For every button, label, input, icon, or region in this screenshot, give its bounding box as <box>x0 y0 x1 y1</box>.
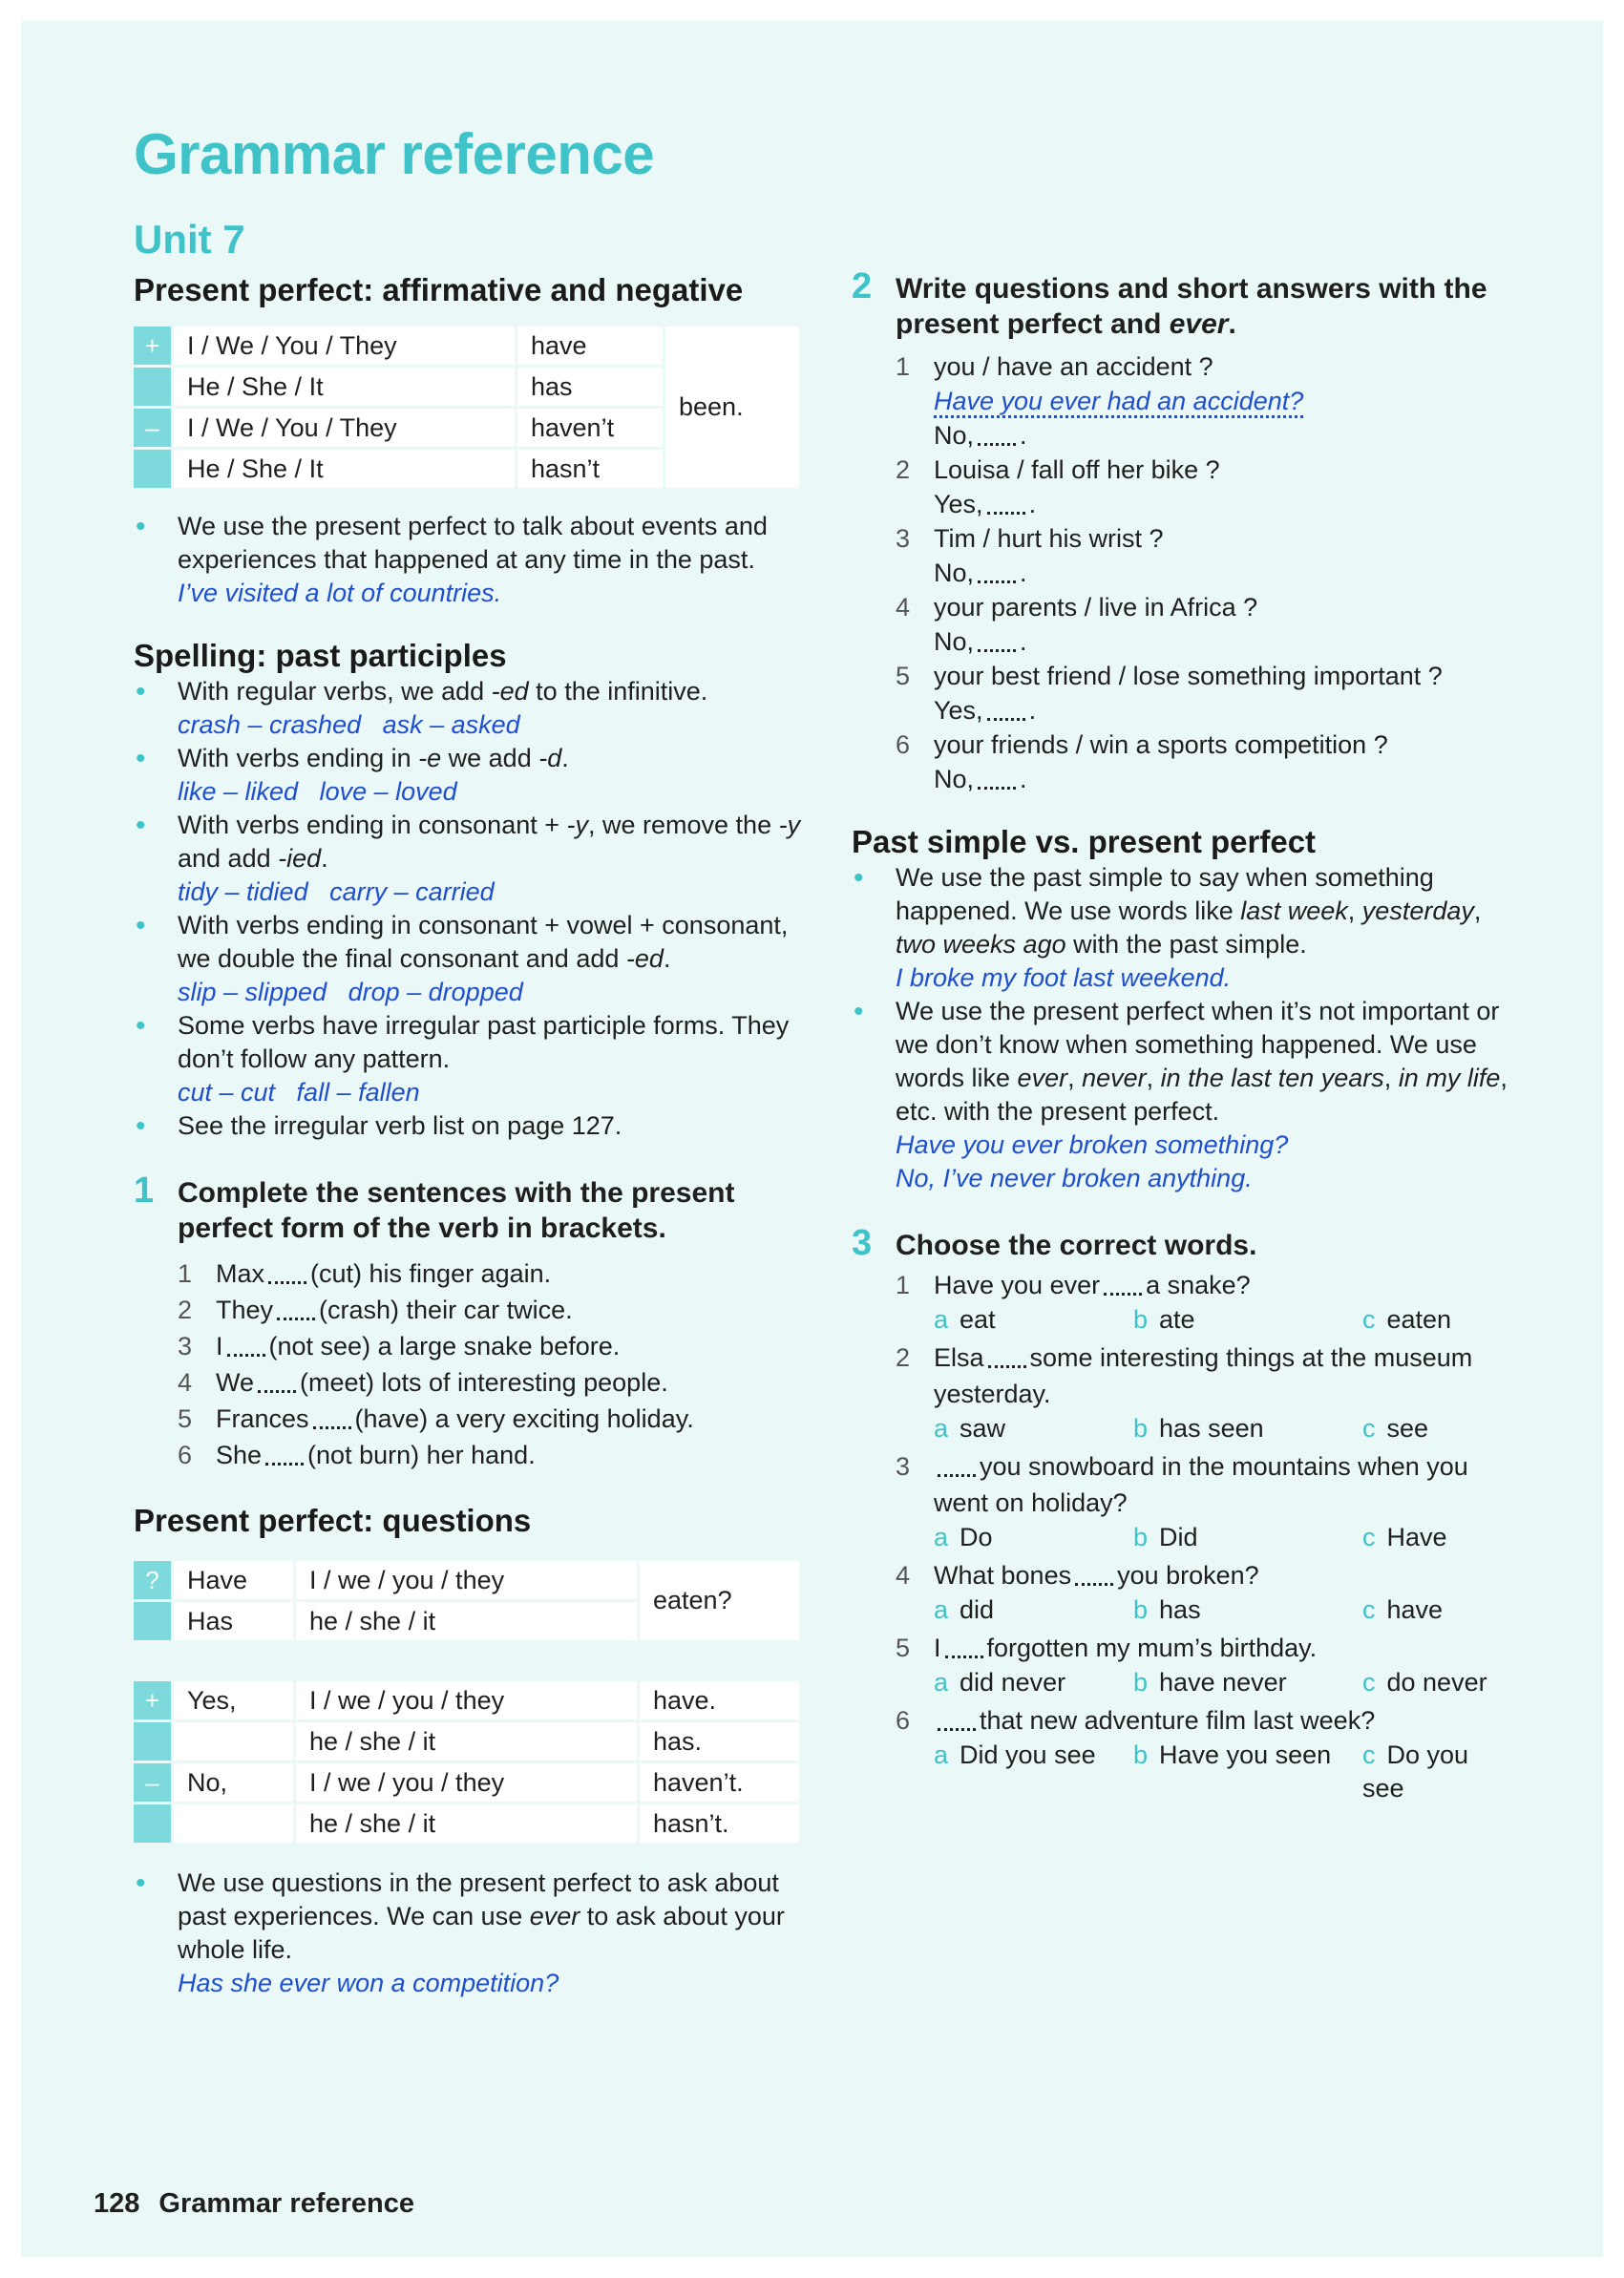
exercise-1-items <box>134 1255 802 1473</box>
short-answers-table <box>134 1681 802 1846</box>
text: With verbs ending in <box>178 744 419 772</box>
table-cell: I / we / you / they <box>296 1681 640 1722</box>
item-text: that new adventure film last week? <box>980 1706 1376 1735</box>
left-column <box>134 271 802 2000</box>
text: See the irregular verb list on page 127. <box>178 1111 622 1140</box>
item-text: What bones <box>934 1561 1072 1590</box>
example-sentence: I broke my foot last weekend. <box>896 963 1232 992</box>
minus-symbol: – <box>134 1763 174 1804</box>
table-cell: Has <box>174 1602 296 1643</box>
text: With regular verbs, we add <box>178 677 492 706</box>
table-cell <box>174 1722 296 1763</box>
option-letter: a <box>934 1595 949 1624</box>
table-cell: he / she / it <box>296 1722 640 1763</box>
bullet-verbs-ending-y <box>134 809 802 909</box>
option-b[interactable] <box>1133 1593 1201 1627</box>
text-italic: -y <box>566 811 588 839</box>
text: , we remove the <box>588 811 779 839</box>
table-cell: I / We / You / They <box>174 409 517 450</box>
exercise-number: 3 <box>852 1223 873 1263</box>
section-heading-affirmative-negative: Present perfect: affirmative and negative <box>134 272 744 307</box>
text: We use questions in the present perfect to ask about past experiences. We can use <box>178 1868 779 1930</box>
text: With verbs ending in consonant + vowel + consonant, we double the final consonant and add <box>178 911 789 973</box>
item-number: 4 <box>896 1561 911 1590</box>
minus-symbol: – <box>134 409 174 450</box>
item-text: some interesting things at the museum yesterday. <box>934 1343 1473 1408</box>
table-cell: have <box>517 327 665 368</box>
item-number: 6 <box>896 1706 911 1735</box>
item-text: your friends / win a sports competition ? <box>934 730 1388 759</box>
answer-gap[interactable] <box>1075 1565 1113 1586</box>
plus-symbol: + <box>134 1681 174 1722</box>
item-text: Tim / hurt his wrist ? <box>934 524 1164 553</box>
text: . <box>321 844 328 873</box>
item-number: 3 <box>896 524 911 553</box>
bullet-irregular-verbs <box>134 1009 802 1109</box>
exercise-item <box>852 1267 1510 1303</box>
item-number: 1 <box>896 352 911 381</box>
bullet-present-perfect-use <box>134 510 802 610</box>
item-text: She <box>216 1441 263 1469</box>
text: . <box>561 744 569 772</box>
options-row <box>852 1739 1510 1811</box>
short-answer-text: Yes, <box>934 490 983 518</box>
option-text: did never <box>960 1668 1066 1697</box>
text: and add <box>178 844 279 873</box>
table-cell: He / She / It <box>174 368 517 409</box>
exercise-3-items <box>852 1267 1510 1811</box>
short-answer-text: No, <box>934 627 975 656</box>
exercise-item <box>852 1630 1510 1666</box>
item-text: We <box>216 1368 255 1397</box>
text: We use the present perfect when it’s not important or we don’t know when something happened. We use words like <box>896 997 1500 1092</box>
option-text: Do you see <box>1362 1740 1469 1803</box>
table-row <box>134 1804 802 1846</box>
page <box>21 21 1603 2257</box>
short-answer-text: No, <box>934 421 975 450</box>
item-number: 6 <box>896 730 911 759</box>
answer-gap[interactable] <box>313 1408 351 1429</box>
answer-gap[interactable] <box>258 1372 296 1393</box>
option-b[interactable] <box>1133 1739 1331 1772</box>
option-b[interactable] <box>1133 1303 1195 1337</box>
bullet-irregular-list <box>134 1109 802 1143</box>
table-cell: I / We / You / They <box>174 327 517 368</box>
text: With verbs ending in consonant + <box>178 811 567 839</box>
table-cell: Yes, <box>174 1681 296 1722</box>
item-number: 6 <box>178 1441 193 1469</box>
table-row <box>134 1763 802 1804</box>
item-text: you / have an accident ? <box>934 352 1213 381</box>
affirmative-negative-table <box>134 327 802 491</box>
answer-gap[interactable] <box>277 1299 315 1320</box>
item-text: Frances <box>216 1404 309 1433</box>
item-number: 4 <box>896 593 911 622</box>
exercise-item <box>134 1255 802 1292</box>
item-number: 2 <box>178 1296 193 1324</box>
option-text: eat <box>960 1305 996 1334</box>
exercise-item <box>134 1401 802 1437</box>
example-sentence: like – liked love – loved <box>178 777 457 806</box>
option-a[interactable] <box>934 1412 1005 1445</box>
item-number: 1 <box>896 1271 911 1299</box>
exercise-item <box>134 1364 802 1401</box>
option-b[interactable] <box>1133 1521 1198 1554</box>
example-sentence: cut – cut fall – fallen <box>178 1078 420 1107</box>
text-italic: in my life <box>1398 1064 1501 1092</box>
table-cell: have. <box>640 1681 802 1722</box>
section-heading-spelling: Spelling: past participles <box>134 638 507 673</box>
option-a[interactable] <box>934 1666 1065 1699</box>
options-row <box>852 1593 1510 1630</box>
option-text: eaten <box>1386 1305 1452 1334</box>
option-text: has <box>1159 1595 1201 1624</box>
option-text: have <box>1386 1595 1444 1624</box>
table-row <box>134 1722 802 1763</box>
right-column <box>852 266 1510 1811</box>
text: , <box>1347 896 1362 925</box>
bullet-verbs-ending-e <box>134 742 802 809</box>
option-b[interactable] <box>1133 1412 1264 1445</box>
text: to the infinitive. <box>528 677 708 706</box>
table-cell: hasn’t <box>517 450 665 491</box>
exercise-2-items <box>852 349 1510 796</box>
unit-title: Unit 7 <box>134 217 245 262</box>
text-italic: -e <box>418 744 442 772</box>
plus-symbol: + <box>134 327 174 368</box>
option-letter: a <box>934 1523 949 1551</box>
text-italic: never <box>1082 1064 1147 1092</box>
table-cell: has <box>517 368 665 409</box>
option-c[interactable] <box>1362 1593 1443 1627</box>
text-italic: -ied <box>278 844 322 873</box>
answer-gap[interactable] <box>938 1710 976 1731</box>
answer-gap[interactable] <box>978 769 1016 790</box>
option-c[interactable] <box>1362 1412 1428 1445</box>
exercise-3-heading <box>852 1223 1510 1263</box>
option-a[interactable] <box>934 1303 996 1337</box>
text: , <box>1473 896 1482 925</box>
option-letter: a <box>934 1305 949 1334</box>
answer-gap[interactable] <box>978 562 1016 583</box>
text-italic: ever <box>1169 308 1229 340</box>
item-text: (have) a very exciting holiday. <box>354 1404 694 1433</box>
table-cell-participle: been. <box>665 327 802 491</box>
text-italic: in the last ten years <box>1160 1064 1384 1092</box>
option-letter: c <box>1362 1305 1376 1334</box>
page-title: Grammar reference <box>134 122 655 186</box>
item-text: (meet) lots of interesting people. <box>300 1368 668 1397</box>
text: , <box>1383 1064 1399 1092</box>
answer-gap[interactable] <box>987 494 1025 515</box>
exercise-item <box>134 1292 802 1328</box>
option-letter: c <box>1362 1740 1376 1769</box>
text: , etc. with the present perfect. <box>896 1064 1508 1126</box>
exercise-item <box>134 1328 802 1364</box>
answer-gap[interactable] <box>945 1637 983 1658</box>
item-text: (cut) his finger again. <box>310 1259 552 1288</box>
option-letter: a <box>934 1414 949 1443</box>
text-italic: ever <box>1017 1064 1068 1092</box>
option-text: Have <box>1386 1523 1447 1551</box>
option-letter: a <box>934 1668 949 1697</box>
option-text: have never <box>1159 1668 1287 1697</box>
bullet-questions-use <box>134 1867 802 2000</box>
text-italic: -y <box>778 811 801 839</box>
options-row <box>852 1666 1510 1702</box>
exercise-item <box>134 1437 802 1473</box>
bullet-past-simple-use <box>852 861 1510 995</box>
table-row <box>134 327 802 368</box>
text: , <box>1146 1064 1161 1092</box>
table-cell: haven’t <box>517 409 665 450</box>
exercise-2-heading <box>852 266 1510 342</box>
option-text: Do <box>960 1523 993 1551</box>
item-number: 3 <box>896 1452 911 1481</box>
table-cell-participle: eaten? <box>640 1561 802 1643</box>
table-cell: has. <box>640 1722 802 1763</box>
answer-gap[interactable] <box>1104 1275 1142 1296</box>
item-number: 4 <box>178 1368 193 1397</box>
answer-gap[interactable] <box>987 700 1025 721</box>
text-italic: yesterday <box>1361 896 1474 925</box>
example-sentence: Have you ever broken something? <box>896 1130 1289 1159</box>
text: . <box>1228 308 1236 340</box>
short-answer-text: No, <box>934 559 975 587</box>
option-letter: b <box>1133 1414 1149 1443</box>
option-c[interactable] <box>1362 1521 1447 1554</box>
item-text: I <box>934 1634 941 1662</box>
item-text: forgotten my mum’s birthday. <box>986 1634 1318 1662</box>
text: we add <box>441 744 539 772</box>
options-row <box>852 1521 1510 1557</box>
exercise-number: 2 <box>852 266 873 306</box>
item-text: your parents / live in Africa ? <box>934 593 1258 622</box>
bullet-text: We use the present perfect to talk about events and experiences that happened at any time in the past. <box>178 512 768 574</box>
option-b[interactable] <box>1133 1666 1287 1699</box>
item-number: 2 <box>896 1343 911 1372</box>
option-text: ate <box>1159 1305 1195 1334</box>
example-sentence: I’ve visited a lot of countries. <box>178 579 502 607</box>
table-row <box>134 1561 802 1602</box>
exercise-instruction: Write questions and short answers with the present perfect and <box>896 273 1487 340</box>
example-sentence: Has she ever won a competition? <box>178 1969 559 1997</box>
symbol-cell <box>134 368 174 409</box>
exercise-item: 2 Louisa / fall off her bike ? Yes, . <box>852 453 1510 521</box>
table-row <box>134 1681 802 1722</box>
text-italic: -ed <box>491 677 529 706</box>
answer-gap[interactable] <box>978 425 1016 446</box>
item-text: Have you ever <box>934 1271 1101 1299</box>
table-cell: haven’t. <box>640 1763 802 1804</box>
answer-gap[interactable] <box>265 1445 304 1466</box>
example-sentence: slip – slipped drop – dropped <box>178 978 523 1006</box>
text-italic: ever <box>529 1902 580 1930</box>
item-text: Louisa / fall off her bike ? <box>934 455 1220 484</box>
page-footer <box>94 2188 414 2220</box>
item-text: (crash) their car twice. <box>319 1296 573 1324</box>
bullet-cvc-verbs <box>134 909 802 1009</box>
symbol-cell <box>134 1722 174 1763</box>
table-cell: he / she / it <box>296 1602 640 1643</box>
bullet-regular-verbs <box>134 675 802 742</box>
example-sentence: No, I’ve never broken anything. <box>896 1164 1253 1192</box>
exercise-item <box>852 1448 1510 1521</box>
option-letter: c <box>1362 1523 1376 1551</box>
option-letter: a <box>934 1740 949 1769</box>
item-text: you snowboard in the mountains when you went on holiday? <box>934 1452 1468 1517</box>
option-text: do never <box>1386 1668 1487 1697</box>
item-text: I <box>216 1332 223 1360</box>
text: We use the past simple to say when something happened. We use words like <box>896 863 1434 925</box>
exercise-instruction: Choose the correct words. <box>896 1230 1257 1261</box>
exercise-instruction: Complete the sentences with the present perfect form of the verb in brackets. <box>178 1177 735 1244</box>
item-number: 1 <box>178 1259 193 1288</box>
item-text: (not burn) her hand. <box>307 1441 536 1469</box>
item-text: (not see) a large snake before. <box>268 1332 621 1360</box>
option-letter: b <box>1133 1740 1149 1769</box>
table-cell: I / we / you / they <box>296 1763 640 1804</box>
item-text: you broken? <box>1117 1561 1259 1590</box>
exercise-item: 1 you / have an accident ? Have you ever had an accident? No, . <box>852 349 1510 453</box>
option-text: Did <box>1159 1523 1198 1551</box>
option-c[interactable] <box>1362 1739 1506 1805</box>
table-cell: He / She / It <box>174 450 517 491</box>
answer-gap[interactable] <box>268 1263 306 1284</box>
table-cell: he / she / it <box>296 1804 640 1846</box>
model-answer: Have you ever had an accident? <box>934 387 1303 418</box>
option-letter: b <box>1133 1668 1149 1697</box>
exercise-item: 5 your best friend / lose something important ? Yes, . <box>852 659 1510 728</box>
option-text: saw <box>960 1414 1006 1443</box>
short-answer-text: No, <box>934 765 975 793</box>
text-italic: -d <box>538 744 562 772</box>
table-cell: No, <box>174 1763 296 1804</box>
question-symbol: ? <box>134 1561 174 1602</box>
option-letter: b <box>1133 1523 1149 1551</box>
answer-gap[interactable] <box>988 1347 1026 1368</box>
text-italic: last week <box>1240 896 1348 925</box>
option-letter: b <box>1133 1305 1149 1334</box>
item-number: 3 <box>178 1332 193 1360</box>
answer-gap[interactable] <box>938 1456 976 1477</box>
text: to ask about your whole life. <box>178 1902 785 1964</box>
option-letter: c <box>1362 1668 1376 1697</box>
exercise-item <box>852 1339 1510 1412</box>
exercise-item: 4 your parents / live in Africa ? No, . <box>852 590 1510 659</box>
example-sentence: tidy – tidied carry – carried <box>178 877 495 906</box>
text-italic: -ed <box>625 944 664 973</box>
exercise-item: 3 Tim / hurt his wrist ? No, . <box>852 521 1510 590</box>
section-heading-questions: Present perfect: questions <box>134 1503 532 1538</box>
option-letter: c <box>1362 1595 1376 1624</box>
options-row <box>852 1412 1510 1448</box>
text: Some verbs have irregular past participle forms. They don’t follow any pattern. <box>178 1011 790 1073</box>
option-text: see <box>1386 1414 1429 1443</box>
bullet-present-perfect-unknown-time <box>852 995 1510 1195</box>
option-text: has seen <box>1159 1414 1264 1443</box>
exercise-1-heading <box>134 1171 802 1246</box>
item-text: a snake? <box>1146 1271 1251 1299</box>
item-text: Elsa <box>934 1343 984 1372</box>
option-text: Have you seen <box>1159 1740 1332 1769</box>
option-c[interactable] <box>1362 1666 1487 1699</box>
option-c[interactable] <box>1362 1303 1451 1337</box>
questions-table <box>134 1561 802 1643</box>
text: with the past simple. <box>1065 930 1307 959</box>
item-text: They <box>216 1296 274 1324</box>
item-number: 5 <box>896 662 911 690</box>
item-number: 2 <box>896 455 911 484</box>
page-number: 128 <box>94 2188 140 2219</box>
text-italic: two weeks ago <box>896 930 1066 959</box>
table-cell <box>174 1804 296 1846</box>
short-answer-text: Yes, <box>934 696 983 725</box>
exercise-item <box>852 1702 1510 1739</box>
example-sentence: crash – crashed ask – asked <box>178 710 520 739</box>
answer-gap[interactable] <box>978 631 1016 652</box>
symbol-cell <box>134 450 174 491</box>
option-text: Did you see <box>960 1740 1096 1769</box>
exercise-item <box>852 1557 1510 1593</box>
section-heading-past-simple-vs-present-perfect: Past simple vs. present perfect <box>852 824 1317 859</box>
symbol-cell <box>134 1602 174 1643</box>
option-a[interactable] <box>934 1739 1096 1772</box>
footer-label: Grammar reference <box>158 2188 414 2219</box>
item-text: Max <box>216 1259 265 1288</box>
symbol-cell <box>134 1804 174 1846</box>
options-row <box>852 1303 1510 1339</box>
answer-gap[interactable] <box>227 1336 265 1357</box>
table-cell: hasn’t. <box>640 1804 802 1846</box>
table-cell: I / we / you / they <box>296 1561 640 1602</box>
option-letter: b <box>1133 1595 1149 1624</box>
text: , <box>1067 1064 1083 1092</box>
item-number: 5 <box>896 1634 911 1662</box>
option-letter: c <box>1362 1414 1376 1443</box>
exercise-item: 6 your friends / win a sports competition ? No, . <box>852 728 1510 796</box>
option-a[interactable] <box>934 1593 994 1627</box>
table-cell: Have <box>174 1561 296 1602</box>
item-number: 5 <box>178 1404 193 1433</box>
exercise-number: 1 <box>134 1171 155 1211</box>
item-text: your best friend / lose something important ? <box>934 662 1443 690</box>
option-a[interactable] <box>934 1521 993 1554</box>
option-text: did <box>960 1595 995 1624</box>
text: . <box>663 944 671 973</box>
